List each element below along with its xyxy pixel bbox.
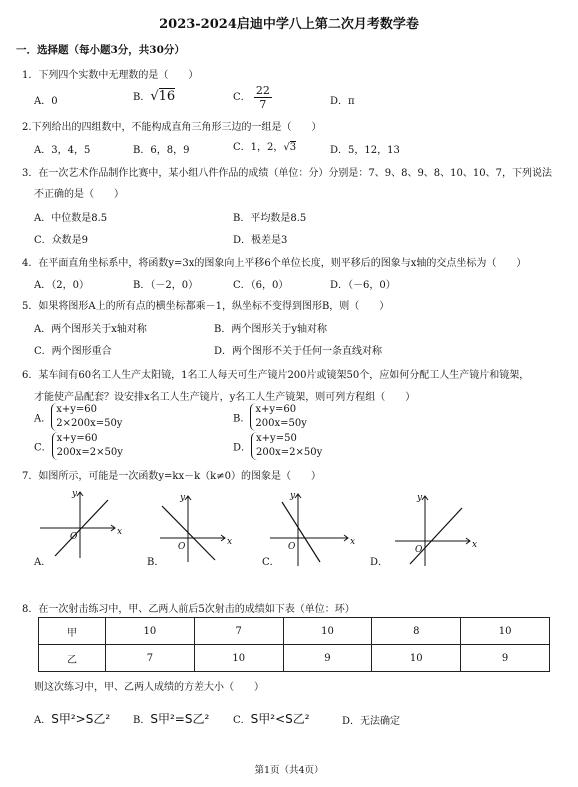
q8-option-d: D．无法确定 bbox=[342, 716, 401, 727]
table-cell: 10 bbox=[194, 645, 283, 672]
q4-option-b: B．（－2，0） bbox=[133, 280, 199, 291]
q2-option-c: C．1，2，√3 bbox=[233, 142, 297, 153]
svg-text:x: x bbox=[227, 537, 233, 547]
table-cell: 7 bbox=[194, 618, 283, 645]
q2-option-b: B．6，8，9 bbox=[133, 145, 190, 156]
q4-option-c: C．（6，0） bbox=[233, 280, 289, 291]
q1-option-b: B．√16 bbox=[133, 89, 176, 104]
q1-option-c bbox=[233, 84, 272, 111]
page-footer: 第1页（共4页） bbox=[254, 765, 324, 776]
svg-text:O: O bbox=[70, 532, 78, 542]
table-cell: 10 bbox=[106, 618, 195, 645]
table-cell: 8 bbox=[372, 618, 461, 645]
q3-option-a: A．中位数是8.5 bbox=[34, 213, 108, 224]
q6-option-d: D． x+y=50 200x=2×50y bbox=[233, 433, 323, 458]
table-cell: 7 bbox=[106, 645, 195, 672]
q7-graph-b bbox=[160, 493, 232, 562]
q6-option-b: B． x+y=60 200x=50y bbox=[233, 404, 307, 429]
svg-text:O: O bbox=[178, 542, 186, 552]
svg-text:y: y bbox=[72, 489, 78, 499]
svg-text:x: x bbox=[117, 527, 123, 537]
question-6-stem-line2: 才能使产品配套？设安排x名工人生产镜片，y名工人生产镜架，则可列方程组（ ） bbox=[34, 392, 416, 403]
q4-option-d: D．（－6，0） bbox=[330, 280, 396, 291]
question-3-stem-line2: 不正确的是（ ） bbox=[34, 189, 124, 200]
question-3-stem-line1: 3．在一次艺术作品制作比赛中，某小组八件作品的成绩（单位：分）分别是：7、9、8、9、8、10、10、7，下列说法 bbox=[22, 168, 552, 179]
q1-option-c-fraction: $\frac{22}{7}$ bbox=[255, 84, 270, 111]
q5-option-d: D．两个图形不关于任何一条直线对称 bbox=[214, 346, 383, 357]
q7-option-a: A． bbox=[34, 557, 52, 568]
question-4-stem: 4．在平面直角坐标系中，将函数y=3x的图象向上平移6个单位长度，则平移后的图象与x轴的交点坐标为（ ） bbox=[22, 258, 527, 269]
q3-option-d: D．极差是3 bbox=[233, 235, 288, 246]
q5-option-c: C．两个图形重合 bbox=[34, 346, 112, 357]
svg-text:x: x bbox=[472, 540, 478, 550]
q7-graph-a bbox=[40, 489, 122, 558]
svg-text:y: y bbox=[290, 491, 296, 501]
svg-text:y: y bbox=[180, 493, 186, 503]
table-cell: 9 bbox=[283, 645, 372, 672]
q6-option-a: A． x+y=60 2×200x=50y bbox=[34, 404, 123, 429]
question-6-stem-line1: 6．某车间有60名工人生产太阳镜，1名工人每天可生产镜片200片或镜架50个，应如何分配工人生产镜片和镜架， bbox=[22, 370, 530, 381]
q8-option-b-expr: S甲²=S乙² bbox=[150, 712, 210, 726]
q6-option-c: C． x+y=60 200x=2×50y bbox=[34, 433, 123, 458]
question-2-stem: 2.下列给出的四组数中，不能构成直角三角形三边的一组是（ ） bbox=[22, 122, 322, 133]
q5-option-b: B．两个图形关于y轴对称 bbox=[214, 324, 327, 335]
q8-option-a: A．S甲²>S乙² bbox=[34, 712, 111, 726]
svg-text:O: O bbox=[288, 542, 296, 552]
table-row bbox=[39, 618, 550, 645]
svg-text:x: x bbox=[350, 537, 356, 547]
q7-graph-c bbox=[270, 491, 355, 566]
table-row-label: 甲 bbox=[39, 618, 106, 645]
page-title: 2023-2024启迪中学八上第二次月考数学卷 bbox=[159, 17, 419, 32]
table-cell: 10 bbox=[461, 618, 550, 645]
q2-option-c-radicand: 3 bbox=[289, 142, 297, 153]
table-row-label: 乙 bbox=[39, 645, 106, 672]
table-row bbox=[39, 645, 550, 672]
q7-option-d: D． bbox=[370, 557, 389, 568]
table-cell: 9 bbox=[461, 645, 550, 672]
question-8-stem: 8．在一次射击练习中，甲、乙两人前后5次射击的成绩如下表（单位：环） bbox=[22, 604, 355, 615]
q2-option-d: D．5，12，13 bbox=[330, 145, 400, 156]
q7-option-c: C． bbox=[262, 557, 280, 568]
svg-text:y: y bbox=[417, 493, 423, 503]
score-table bbox=[38, 617, 550, 672]
q7-graph-d bbox=[395, 493, 477, 566]
question-5-stem: 5．如果将图形A上的所有点的横坐标都乘－1，纵坐标不变得到图形B，则（ ） bbox=[22, 301, 390, 312]
q8-option-c-expr: S甲²<S乙² bbox=[250, 712, 310, 726]
section-heading: 一．选择题（每小题3分，共30分） bbox=[16, 44, 185, 56]
table-cell: 10 bbox=[283, 618, 372, 645]
q3-option-b: B．平均数是8.5 bbox=[233, 213, 307, 224]
question-7-stem: 7．如图所示，可能是一次函数y=kx－k（k≠0）的图象是（ ） bbox=[22, 471, 321, 482]
q1-option-c-label: C． bbox=[233, 92, 251, 103]
q7-option-b: B． bbox=[147, 557, 165, 568]
q8-option-b: B．S甲²=S乙² bbox=[133, 712, 210, 726]
q4-option-a: A．（2，0） bbox=[34, 280, 89, 291]
q3-option-c: C．众数是9 bbox=[34, 235, 89, 246]
table-cell: 10 bbox=[372, 645, 461, 672]
q1-option-a: A．0 bbox=[34, 96, 58, 107]
question-1-stem: 1．下列四个实数中无理数的是（ ） bbox=[22, 70, 199, 81]
q2-option-a: A．3，4，5 bbox=[34, 145, 91, 156]
question-8-follow: 则这次练习中，甲、乙两人成绩的方差大小（ ） bbox=[34, 682, 264, 693]
q5-option-a: A．两个图形关于x轴对称 bbox=[34, 324, 147, 335]
q1-option-b-label: B． bbox=[133, 92, 151, 103]
svg-text:O: O bbox=[415, 545, 423, 555]
q8-option-c: C．S甲²<S乙² bbox=[233, 712, 310, 726]
q8-option-a-expr: S甲²>S乙² bbox=[51, 712, 111, 726]
q1-option-d: D．π bbox=[330, 96, 355, 107]
q1-option-b-radicand: 16 bbox=[158, 89, 176, 104]
q7-graphs bbox=[30, 486, 550, 566]
